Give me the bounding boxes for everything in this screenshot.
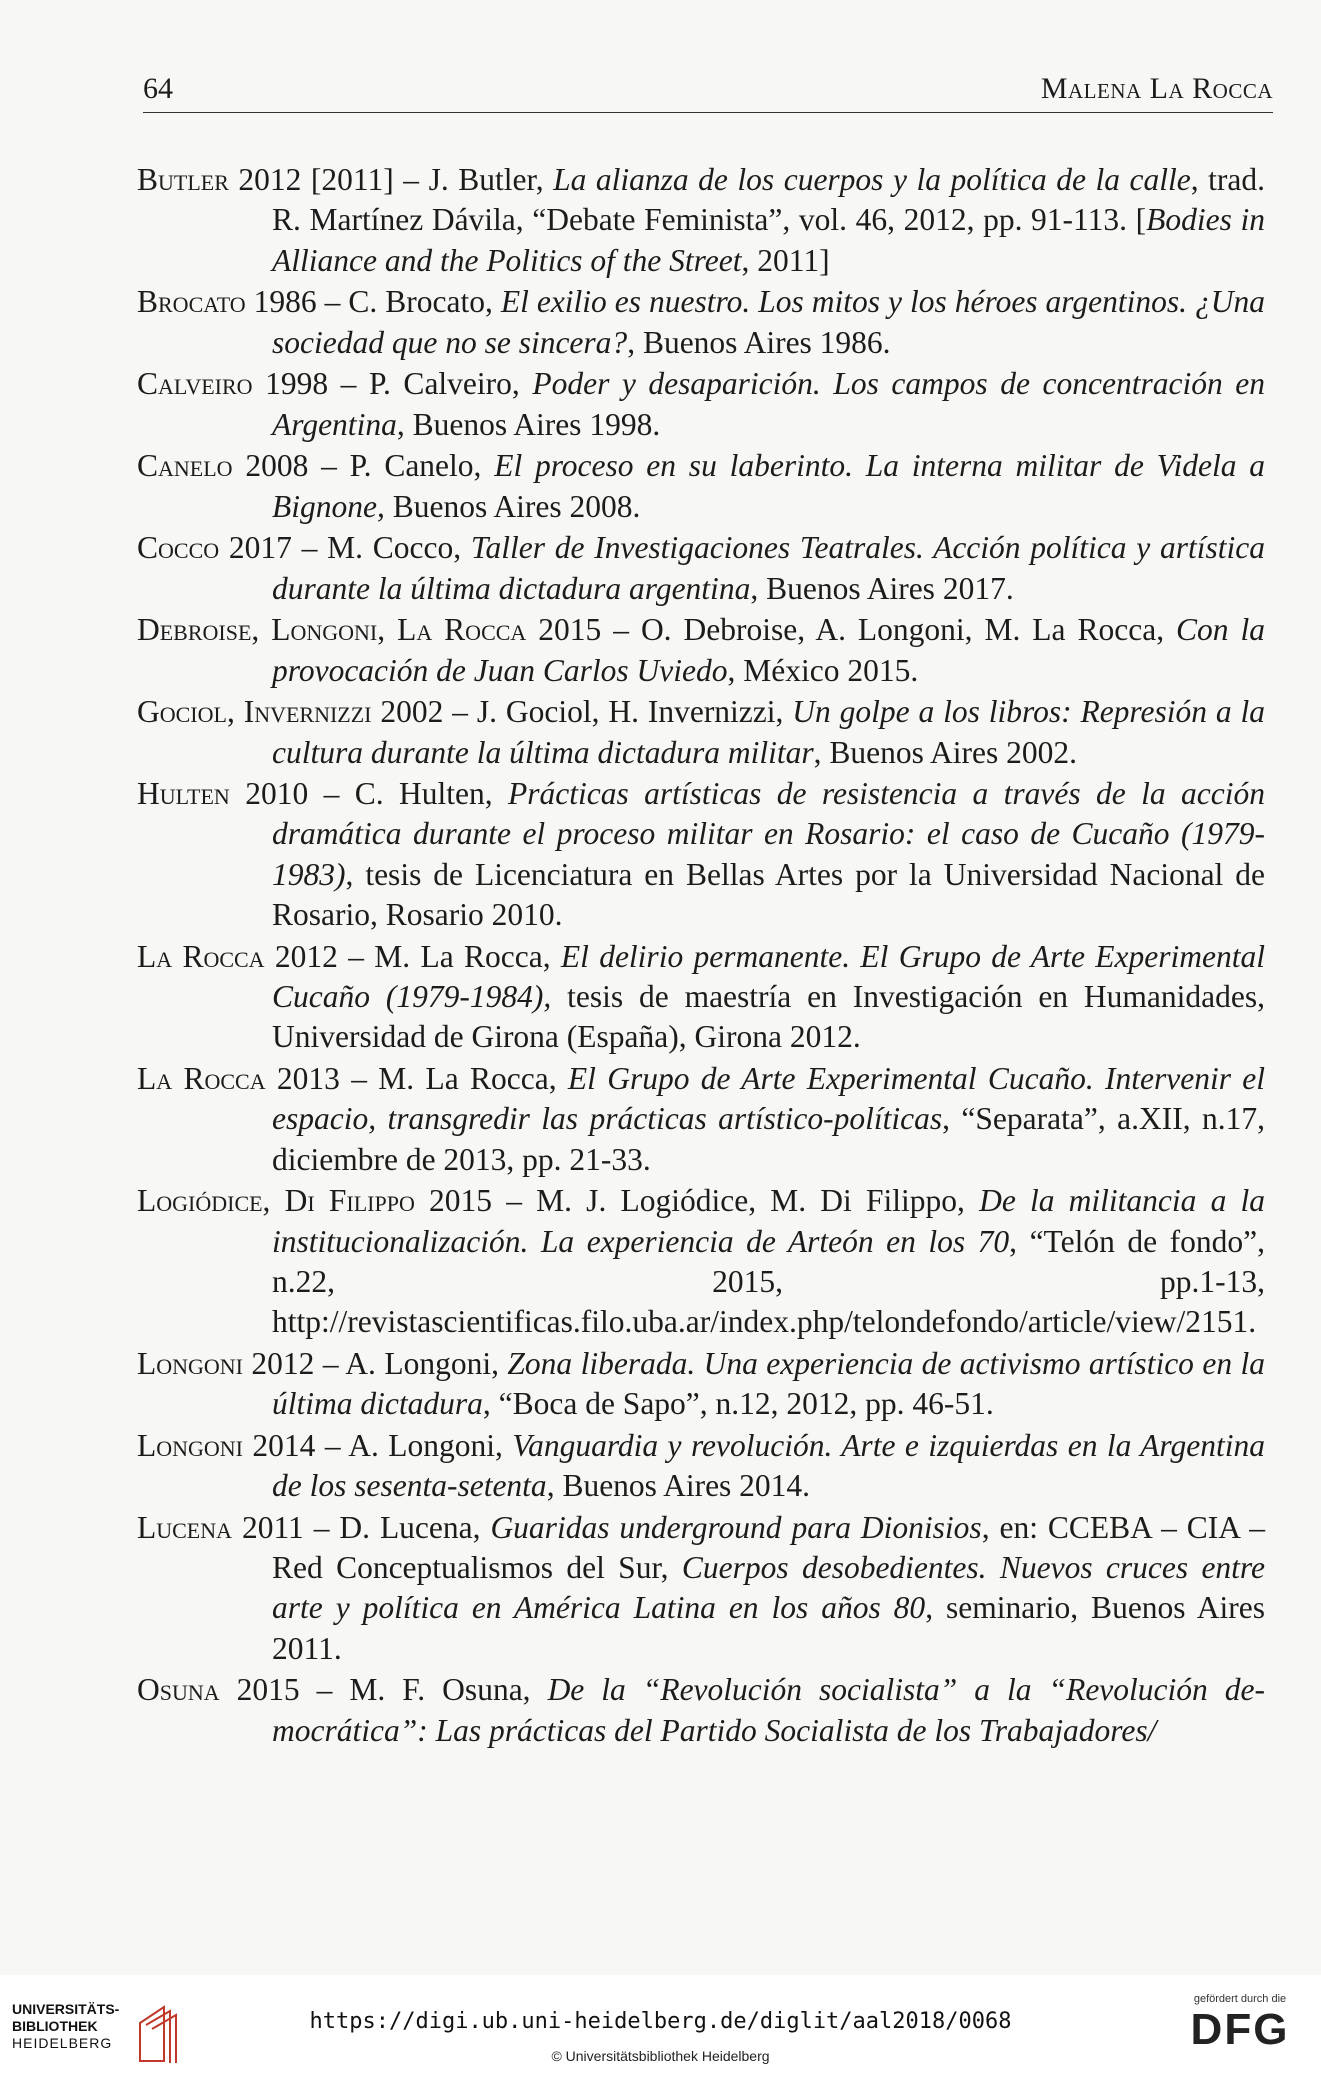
bibliography-entry (137, 1181, 1265, 1342)
permalink-url[interactable]: https://digi.ub.uni-heidelberg.de/diglit/aal2018/0068 (309, 2009, 1012, 2034)
entry-title-italic: El proceso en su laberinto. La interna militar de Videla a Bignone, (272, 448, 1266, 524)
entry-separator: – (337, 938, 375, 974)
entry-title-italic: Zona liberada. Una experiencia de activismo artístico en la última dictadura (272, 1345, 1266, 1422)
entry-title-italic: Vanguardia y revolución. Arte e izquierdas en la Argentina de los sesenta-setenta (272, 1427, 1266, 1504)
entry-title-italic: De la militancia a la institucionalización. La experiencia de Arteón en los 70 (272, 1183, 1266, 1259)
entry-title-italic: El exilio es nuestro. Los mitos y los héroes argentinos. ¿Una sociedad que no se sincera? (272, 284, 1266, 360)
entry-key: Debroise, Longoni, La Rocca 2015 (137, 612, 602, 648)
entry-separator: – (314, 1345, 346, 1381)
running-title: Malena La Rocca (1040, 72, 1273, 105)
entry-text: , México 2015. (727, 652, 919, 688)
entry-text: , seminario, Buenos Aires 2011. (272, 1590, 1266, 1666)
bibliography-entry (137, 1508, 1265, 1669)
entry-key: Butler 2012 [2011] (137, 162, 394, 197)
entry-separator: – (291, 530, 328, 566)
entry-separator: – (299, 1672, 350, 1708)
dfg-wordmark: DFG (1190, 2005, 1290, 2054)
entry-title-italic: Poder y desaparición. Los campos de concentración en Argentina (272, 366, 1265, 442)
bibliography-entry (137, 1426, 1265, 1507)
entry-text: , “Boca de Sapo”, n.12, 2012, pp. 46-51. (482, 1386, 994, 1422)
entry-text: C. Brocato, (348, 284, 501, 320)
bibliography-entry (137, 160, 1265, 281)
copyright-notice: © Universitätsbibliothek Heidelberg (551, 2048, 770, 2064)
entry-title-italic: Taller de Investigaciones Teatrales. Acción política y artística durante la última dictadura argentina (272, 530, 1266, 606)
bibliography-entry (137, 937, 1265, 1058)
entry-separator: – (303, 1509, 340, 1545)
entry-text: , trad. R. Martínez Dávila, “Debate Feminista”, vol. 46, 2012, pp. 91-113. [ (272, 162, 1266, 238)
page-number: 64 (143, 72, 173, 105)
bibliography-list (137, 160, 1265, 1752)
entry-text: J. Gociol, H. Invernizzi, (476, 694, 793, 730)
entry-text: M. J. Logiódice, M. Di Filippo, (536, 1183, 980, 1219)
entry-text: , Buenos Aires 2014. (546, 1468, 811, 1504)
entry-text: , Buenos Aires 1986. (627, 324, 891, 360)
bibliography-entry (137, 1670, 1265, 1751)
entry-title-italic: El delirio permanente. El Grupo de Arte Experimental Cucaño (1979-1984), (272, 938, 1265, 1015)
entry-text: M. La Rocca, (378, 1061, 568, 1097)
bibliography-entry (137, 446, 1265, 527)
bibliography-entry (137, 774, 1265, 935)
entry-text: M. F. Osuna, (349, 1672, 548, 1708)
entry-text: , 2011] (741, 242, 830, 278)
entry-text: P. Calveiro, (368, 366, 533, 402)
entry-key: Cocco 2017 (137, 530, 292, 566)
entry-text: C. Hulten, (354, 776, 508, 812)
entry-text: Buenos Aires 2008. (384, 488, 641, 524)
entry-text: D. Lucena, (339, 1509, 491, 1545)
entry-text: O. Debroise, A. Longoni, M. La Rocca, (640, 612, 1177, 648)
entry-key: Longoni 2012 (137, 1345, 315, 1381)
entry-text: P. Canelo, (349, 448, 495, 484)
entry-text: M. Cocco, (327, 530, 471, 566)
entry-key: Canelo 2008 (137, 448, 309, 484)
library-name: UNIVERSITÄTS- BIBLIOTHEK HEIDELBERG (12, 2001, 120, 2051)
bibliography-entry (137, 692, 1265, 773)
entry-title-italic: Un golpe a los libros: Represión a la cultura durante la última dictadura militar (272, 694, 1266, 770)
entry-key: Hulten 2010 (137, 776, 309, 812)
entry-key: Logiódice, Di Filippo 2015 (137, 1183, 493, 1219)
entry-separator: – (328, 366, 369, 402)
entry-text: M. La Rocca, (374, 938, 561, 974)
entry-text: , Buenos Aires 2017. (750, 570, 1014, 606)
bibliography-entry (137, 364, 1265, 445)
entry-separator: – (601, 612, 641, 648)
entry-separator: – (339, 1061, 379, 1097)
entry-key: Calveiro 1998 (137, 366, 329, 402)
entry-key: Osuna 2015 (137, 1672, 300, 1708)
entry-text: , tesis de Licenciatura en Bellas Artes por la Universidad Nacional de Rosario, Rosario 2010. (272, 856, 1265, 933)
bibliography-entry (137, 528, 1265, 609)
entry-separator: – (308, 448, 350, 484)
entry-text: A. Longoni, (345, 1345, 508, 1381)
viewer-footer (0, 1975, 1321, 2085)
entry-text: tesis de maestría en Investigación en Humanidades, Universidad de Girona (España), Girona 2012. (272, 979, 1265, 1055)
bibliography-entry (137, 610, 1265, 691)
entry-title-italic: La alianza de los cuerpos y la política de la calle (553, 162, 1191, 197)
entry-text: , Buenos Aires 2002. (813, 734, 1077, 770)
entry-text: A. Longoni, (348, 1427, 513, 1463)
entry-separator: – (393, 162, 429, 197)
entry-separator: – (308, 776, 355, 812)
entry-separator: – (443, 694, 477, 730)
entry-key: La Rocca 2013 (137, 1061, 340, 1097)
entry-text: , “Separata”, a.XII, n.17, diciembre de 2013, pp. 21-33. (272, 1101, 1265, 1177)
bibliography-entry (137, 282, 1265, 363)
entry-key: Lucena 2011 (137, 1509, 304, 1545)
entry-title-italic: Guaridas underground para Dionisios (490, 1509, 982, 1545)
bibliography-entry (137, 1344, 1265, 1425)
entry-title-italic: De la “Revolución socialista” a la “Revolución democrática”: Las prácticas del Partido Socialista de los Trabajadores/ (272, 1672, 1265, 1748)
entry-text: , en: CCEBA – CIA – Red Conceptualismos del Sur, (272, 1509, 1265, 1586)
entry-title-italic: Con la provocación de Juan Carlos Uviedo (272, 612, 1265, 688)
entry-text: J. Butler, (428, 162, 554, 197)
entry-separator: – (492, 1183, 537, 1219)
entry-title-italic: Cuerpos desobedientes. Nuevos cruces entre arte y política en América Latina en los años 80 (272, 1550, 1265, 1626)
funded-by-label: gefördert durch die (1193, 1993, 1287, 2005)
entry-separator: – (316, 284, 349, 320)
entry-key: La Rocca 2012 (137, 938, 338, 974)
entry-separator: – (315, 1427, 349, 1463)
bibliography-entry (137, 1059, 1265, 1180)
page-header (143, 68, 1273, 113)
entry-title-italic: Bodies in Alliance and the Politics of the Street (272, 202, 1265, 278)
entry-text: , Buenos Aires 1998. (396, 406, 661, 442)
entry-text: , “Telón de fondo”, n.22, 2015, pp.1-13, http://revistascientificas.filo.uba.ar/index.php/telondefondo/article/view/2151. (272, 1223, 1265, 1340)
entry-title-italic: Prácticas artísticas de resistencia a través de la acción dramática durante el proceso militar en Rosario: el caso de Cucaño (1979-1983) (272, 776, 1265, 892)
entry-title-italic: El Grupo de Arte Experimental Cucaño. Intervenir el espacio, transgredir las prácticas artístico-políticas (272, 1061, 1266, 1137)
entry-key: Gociol, Invernizzi 2002 (137, 694, 444, 730)
entry-key: Longoni 2014 (137, 1427, 316, 1463)
entry-key: Brocato 1986 (137, 284, 317, 320)
dfg-logo[interactable] (1170, 1993, 1310, 2073)
